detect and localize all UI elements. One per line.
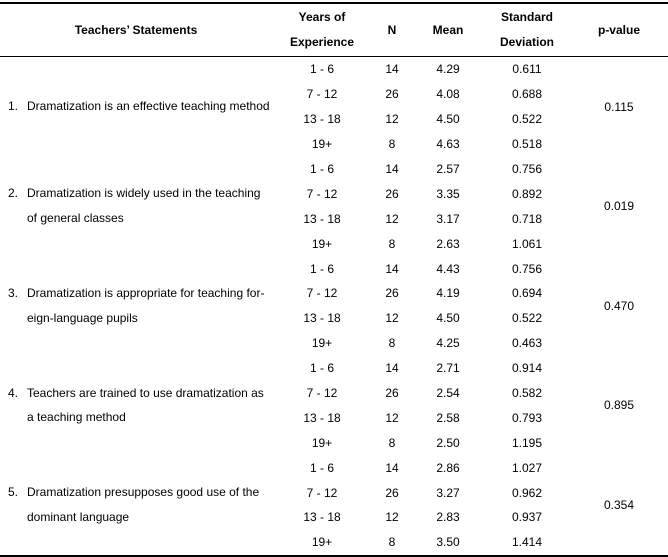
n-cell: 8	[388, 236, 396, 251]
years-header-line2: Experience	[289, 35, 355, 49]
mean-cell: 2.83	[436, 510, 460, 525]
sd-header-line1: Standard	[500, 10, 553, 24]
years-cell: 7 - 12	[306, 87, 338, 102]
statement-text-line1: Dramatization presupposes good use of the	[27, 485, 260, 500]
years-cell: 19+	[311, 535, 333, 550]
sd-header-line2: Deviation	[499, 35, 554, 49]
years-cell: 1 - 6	[309, 62, 334, 77]
mean-cell: 3.27	[436, 485, 460, 500]
statement-cell-2	[0, 157, 272, 257]
statement-number: 2.	[8, 186, 19, 201]
teacher-statements-table	[0, 2, 668, 557]
mean-cell: 4.43	[436, 261, 460, 276]
n-cell: 8	[388, 137, 396, 152]
mean-cell: 2.71	[436, 361, 460, 376]
pvalue-cell: 0.115	[604, 99, 634, 114]
n-cell: 12	[385, 510, 399, 525]
mean-cell: 4.19	[436, 286, 460, 301]
mean-cell: 3.17	[436, 211, 460, 226]
years-cell: 7 - 12	[306, 485, 338, 500]
table-row	[0, 256, 668, 281]
sd-cell: 0.937	[511, 510, 543, 525]
mean-cell: 2.50	[436, 435, 460, 450]
sd-cell: 0.756	[511, 261, 543, 276]
sd-cell: 0.756	[511, 162, 543, 176]
sd-cell: 0.688	[511, 87, 543, 102]
mean-cell: 4.63	[436, 137, 460, 152]
n-cell: 8	[388, 435, 396, 450]
mean-cell: 3.50	[436, 535, 460, 550]
years-cell: 1 - 6	[309, 261, 334, 276]
statement-number: 3.	[8, 286, 19, 300]
statement-cell-5	[0, 455, 272, 556]
statement-cell-1	[0, 57, 272, 157]
n-cell: 26	[385, 286, 399, 301]
years-cell: 19+	[311, 137, 333, 152]
sd-cell: 0.892	[511, 186, 543, 201]
n-cell: 12	[385, 410, 399, 425]
mean-cell: 4.25	[436, 336, 460, 351]
col-header-years	[272, 3, 372, 57]
statement-number: 1.	[8, 99, 19, 114]
n-cell: 8	[388, 336, 396, 351]
n-cell: 14	[385, 62, 399, 77]
sd-cell: 0.518	[511, 137, 543, 152]
statement-cell-3	[0, 256, 272, 356]
years-cell: 1 - 6	[309, 162, 334, 176]
pvalue-cell: 0.019	[603, 199, 635, 214]
mean-cell: 2.86	[436, 460, 460, 475]
sd-cell: 0.694	[511, 286, 543, 301]
mean-cell: 4.50	[436, 112, 460, 127]
sd-cell: 1.195	[511, 435, 543, 450]
n-cell: 26	[385, 186, 399, 201]
table-row	[0, 356, 668, 381]
mean-cell: 3.35	[436, 186, 460, 201]
statement-number: 5.	[8, 485, 19, 500]
sd-cell: 0.582	[511, 386, 543, 401]
col-header-mean: Mean	[412, 3, 484, 57]
n-cell: 8	[388, 535, 396, 550]
statement-text-line1: Dramatization is an effective teaching method	[27, 99, 270, 114]
sd-cell: 0.611	[512, 62, 542, 77]
years-cell: 13 - 18	[303, 311, 341, 326]
mean-cell: 2.54	[436, 386, 460, 401]
statement-text-line2: a teaching method	[27, 410, 126, 425]
mean-cell: 2.57	[436, 162, 460, 176]
col-header-sd	[484, 3, 570, 57]
mean-cell: 4.29	[436, 62, 460, 77]
table-row	[0, 455, 668, 480]
n-cell: 14	[385, 162, 399, 176]
mean-cell: 4.08	[436, 87, 460, 102]
sd-cell: 0.718	[511, 211, 543, 226]
years-cell: 7 - 12	[306, 386, 338, 401]
col-header-statements: Teachers’ Statements	[0, 3, 272, 57]
statement-number: 4.	[8, 385, 19, 400]
sd-cell: 0.522	[511, 311, 543, 326]
sd-cell: 0.914	[511, 361, 543, 376]
statement-text-line1: Dramatization is widely used in the teaching	[27, 186, 261, 201]
mean-cell: 2.58	[436, 410, 460, 425]
sd-cell: 0.962	[511, 485, 543, 500]
mean-cell: 2.63	[436, 236, 460, 251]
statement-text-line1: Teachers are trained to use dramatization as	[27, 385, 264, 400]
pvalue-cell: 0.470	[603, 298, 635, 313]
n-cell: 12	[385, 211, 399, 226]
statement-text-line2: of general classes	[27, 211, 124, 226]
sd-cell: 1.061	[511, 236, 543, 251]
statement-text-line2: dominant language	[27, 510, 130, 525]
years-cell: 13 - 18	[303, 510, 341, 525]
n-cell: 14	[385, 460, 399, 475]
years-header-line1: Years of	[298, 10, 346, 24]
mean-cell: 4.50	[436, 311, 460, 326]
sd-cell: 1.027	[511, 460, 543, 475]
pvalue-cell: 0.895	[603, 398, 635, 413]
n-cell: 14	[385, 361, 399, 376]
n-cell: 26	[385, 87, 399, 102]
n-cell: 12	[385, 311, 399, 326]
years-cell: 7 - 12	[306, 186, 338, 201]
table-row	[0, 157, 668, 182]
years-cell: 19+	[311, 435, 333, 450]
years-cell: 13 - 18	[303, 112, 341, 127]
sd-cell: 0.463	[511, 336, 543, 351]
statement-text-line1: Dramatization is appropriate for teaching for-	[27, 286, 265, 300]
header-row	[0, 3, 668, 57]
years-cell: 7 - 12	[306, 286, 338, 301]
n-cell: 26	[385, 485, 399, 500]
statement-text-line2: eign-language pupils	[27, 310, 138, 325]
years-cell: 19+	[311, 336, 333, 351]
n-cell: 12	[385, 112, 399, 127]
sd-cell: 1.414	[511, 535, 543, 550]
table-row	[0, 57, 668, 82]
years-cell: 13 - 18	[303, 211, 341, 226]
years-cell: 1 - 6	[309, 361, 334, 376]
col-header-n: N	[372, 3, 412, 57]
n-cell: 14	[385, 261, 399, 276]
n-cell: 26	[385, 386, 399, 401]
years-cell: 19+	[311, 236, 333, 251]
years-cell: 13 - 18	[303, 410, 341, 425]
statement-cell-4	[0, 356, 272, 456]
col-header-pvalue: p-value	[570, 3, 668, 57]
years-cell: 1 - 6	[309, 460, 334, 475]
pvalue-cell: 0.354	[603, 498, 635, 513]
sd-cell: 0.793	[511, 410, 543, 425]
sd-cell: 0.522	[511, 112, 543, 127]
